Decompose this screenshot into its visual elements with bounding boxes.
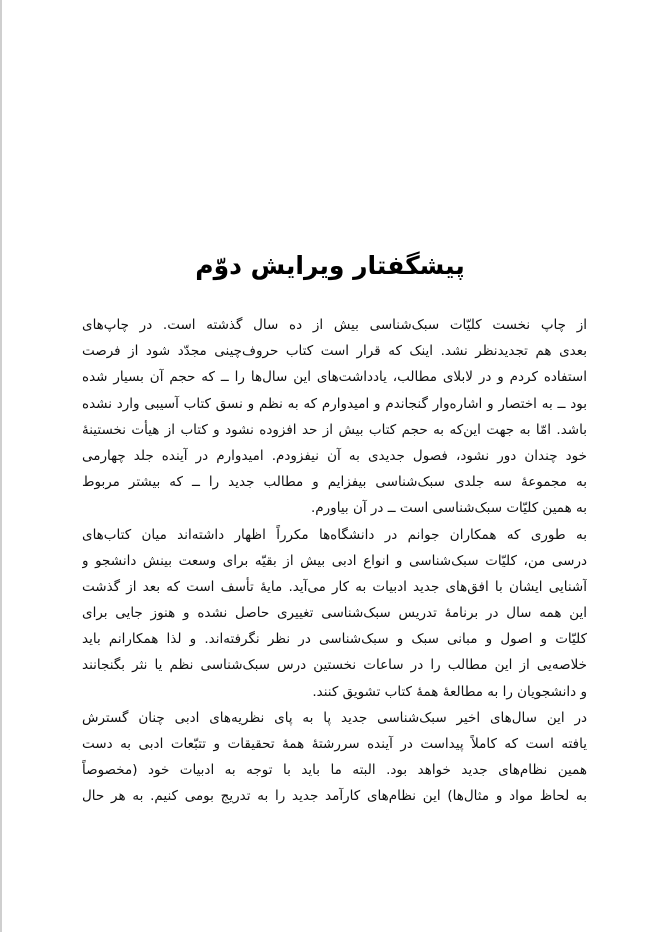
text-line: یافته است که کاملاً پیداست در آینده سررشتهٔ همهٔ تحقیقات و تتبّعات ادبی به دست — [82, 736, 587, 752]
text-line: این همه سال در برنامهٔ تدریس سبک‌شناسی تغییری حاصل نشده و هنوز جایی برای — [82, 605, 587, 622]
page-title: پیشگفتار ویرایش دوّم — [195, 251, 465, 280]
text-line: درسی من، کلیّات سبک‌شناسی و انواع ادبی بیش از بقیّه برای وسعت بینش دانشجو و — [82, 552, 587, 569]
text-line: به همین کلیّات سبک‌شناسی است ــ در آن بیاورم. — [311, 500, 587, 517]
text-line: به طوری که همکاران جوانم در دانشگاه‌ها مکرراً اظهار داشته‌اند میان کتاب‌های — [82, 526, 587, 543]
text-line: همین نظام‌های جدید خواهد بود. البته ما باید با توجه به ادبیات خود (مخصوصاً — [82, 762, 587, 779]
text-line: به مجموعهٔ سه جلدی سبک‌شناسی بیفزایم و مطالب جدید را ــ که بیشتر مربوط — [82, 474, 587, 491]
text-line: کلیّات و اصول و مبانی سبک و سبک‌شناسی در نظر نگرفته‌اند. و لذا همکارانم باید — [82, 631, 587, 648]
text-line: استفاده کردم و در لابلای مطالب، یادداشت‌های این سال‌ها را ــ که حجم آن بسیار شده — [82, 369, 587, 386]
text-line: و دانشجویان را به مطالعهٔ همهٔ کتاب تشویق کنند. — [312, 683, 587, 700]
text-line: به لحاظ مواد و مثال‌ها) این نظام‌های کارآمد جدید را به تدریج بومی کنیم. به هر حال — [82, 788, 587, 805]
text-line: بعدی هم تجدیدنظر نشد. اینک که قرار است کتاب حروف‌چینی مجدّد شود از فرصت — [82, 343, 587, 360]
body-text — [82, 312, 587, 810]
text-line: از چاپ نخست کلیّات سبک‌شناسی بیش از ده سال گذشته است. در چاپ‌های — [82, 317, 587, 333]
text-line: باشد. امّا به جهت این‌که به حجم کتاب بیش از حد افزوده نشود و کتاب از هیأت نخستینهٔ — [82, 421, 587, 438]
text-line: آشنایی ایشان با افق‌های جدید ادبیات به کار می‌آید. مایهٔ تأسف است که بعد از گذشت — [82, 578, 587, 595]
text-line: بود ــ به اختصار و اشاره‌وار گنجاندم و امیدوارم که به نظم و نسق کتاب آسیبی وارد نشده — [82, 395, 587, 412]
text-line: خود چندان دور نشود، فصول جدیدی به آن نیفزودم. امیدوارم در آینده جلد چهارمی — [82, 447, 587, 464]
text-line: در این سال‌های اخیر سبک‌شناسی جدید پا به پای نظریه‌های ادبی چنان گسترش — [82, 709, 587, 726]
text-line: خلاصه‌یی از این مطالب را در ساعات نخستین درس سبک‌شناسی نظم یا نثر بگنجانند — [82, 657, 587, 674]
